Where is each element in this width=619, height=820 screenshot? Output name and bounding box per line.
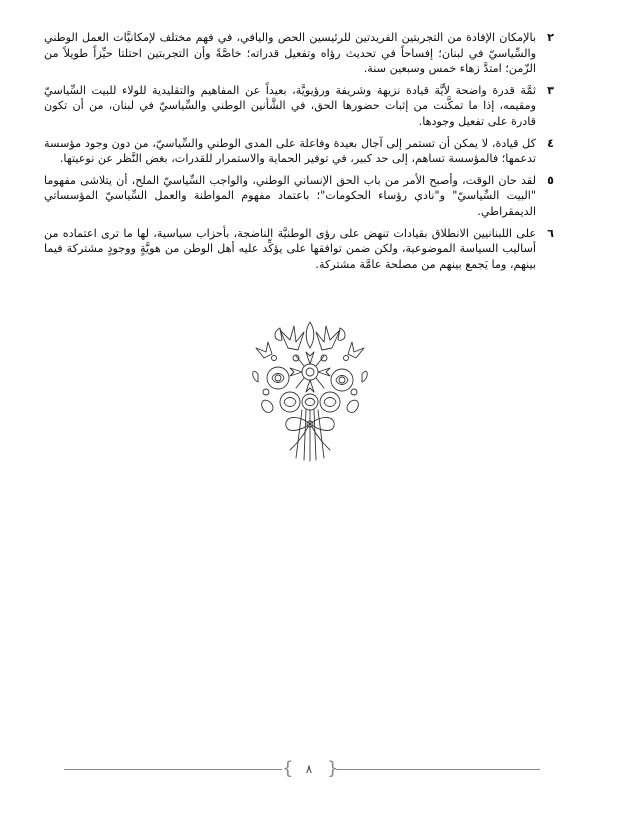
item-number: ٤ — [547, 136, 554, 150]
footer-bracket-left: { — [282, 758, 294, 779]
list-item — [44, 136, 554, 167]
list-item — [44, 173, 554, 220]
footer-rule-left — [64, 769, 282, 770]
flower-bouquet-icon — [250, 318, 370, 464]
bouquet-stems — [296, 410, 324, 461]
item-number: ٢ — [547, 31, 554, 44]
item-text: كل قيادة، لا يمكن أن تستمر إلى آجال بعيدة وفاعلة على المدى الوطني والسِّياسيّ، من دون وجود مؤسسة تدعمها؛ فالمؤسسة تساهم، إلى حد كبير، في توفير الحماية والاستمرار للقدرات، بغض النَّظر عن نوعيتها. — [44, 136, 536, 166]
page-number: ٨ — [305, 762, 313, 776]
item-text: لقد حان الوقت، وأصبح الأمر من باب الحق الإنساني الوطني، والواجب السِّياسيّ الملح، أن يتلاشى مفهوما "البيت السِّياسيّ" و"نادي رؤساء الحكومات"؛ باعتماد مفهوم المواطنة والعمل السِّياسيّ المؤسساتي الديمقراطي. — [44, 173, 536, 218]
list-item — [44, 83, 554, 130]
item-text: على اللبنانيين الانطلاق بقيادات تنهض على رؤى الوطنيَّة الناضجة، بأحزاب سياسية، لها ما ترى اعتماده من أساليب السياسة الموضوعية، ولكن ضمن توافقها على يؤكِّد عليه أهل الوطن من هويَّةٍ ووجودٍ مشتركة فيما بينهم، وما يَجمع بينهم من مصلحة عامَّة مشتركة. — [44, 226, 536, 271]
central-flower — [290, 352, 330, 392]
list-item — [44, 30, 554, 77]
rose-flowers — [267, 367, 353, 412]
lily-flowers — [256, 322, 364, 358]
item-number: ٣ — [547, 83, 554, 97]
footer-rule-right — [336, 769, 540, 770]
item-number: ٦ — [547, 226, 554, 240]
item-text: بالإمكان الإفادة من التجربتين الفريدتين للرئيسين الحص واليافي، في فهم مختلف لإمكانيَّات العمل الوطني والسِّياسيّ في لبنان؛ إفساحاً في تحديث رؤاه وتفعيل قدراته؛ خاصَّةً وأن التجربتين احتلتا حيِّزاً طويلاً من الزّمن؛ امتدَّ زهاء خمس وسبعين سنة. — [44, 31, 536, 76]
numbered-list — [44, 30, 554, 278]
item-number: ٥ — [547, 173, 554, 187]
list-item — [44, 226, 554, 273]
item-text: ثمَّة قدرة واضحة لأيَّة قيادة نزيهة وشريفة ورؤيويَّة، بعيداً عن المفاهيم والتقليدية للولاء للبيت السِّياسيّ ومقيمه، إذا ما تمكَّنت من إثبات حضورها الحق، في الشَّأنين الوطني والسِّياسيّ في لبنان، من أن تكون قادرة على تفعيل وجودها. — [44, 83, 536, 128]
footer-bracket-right: } — [327, 758, 339, 779]
